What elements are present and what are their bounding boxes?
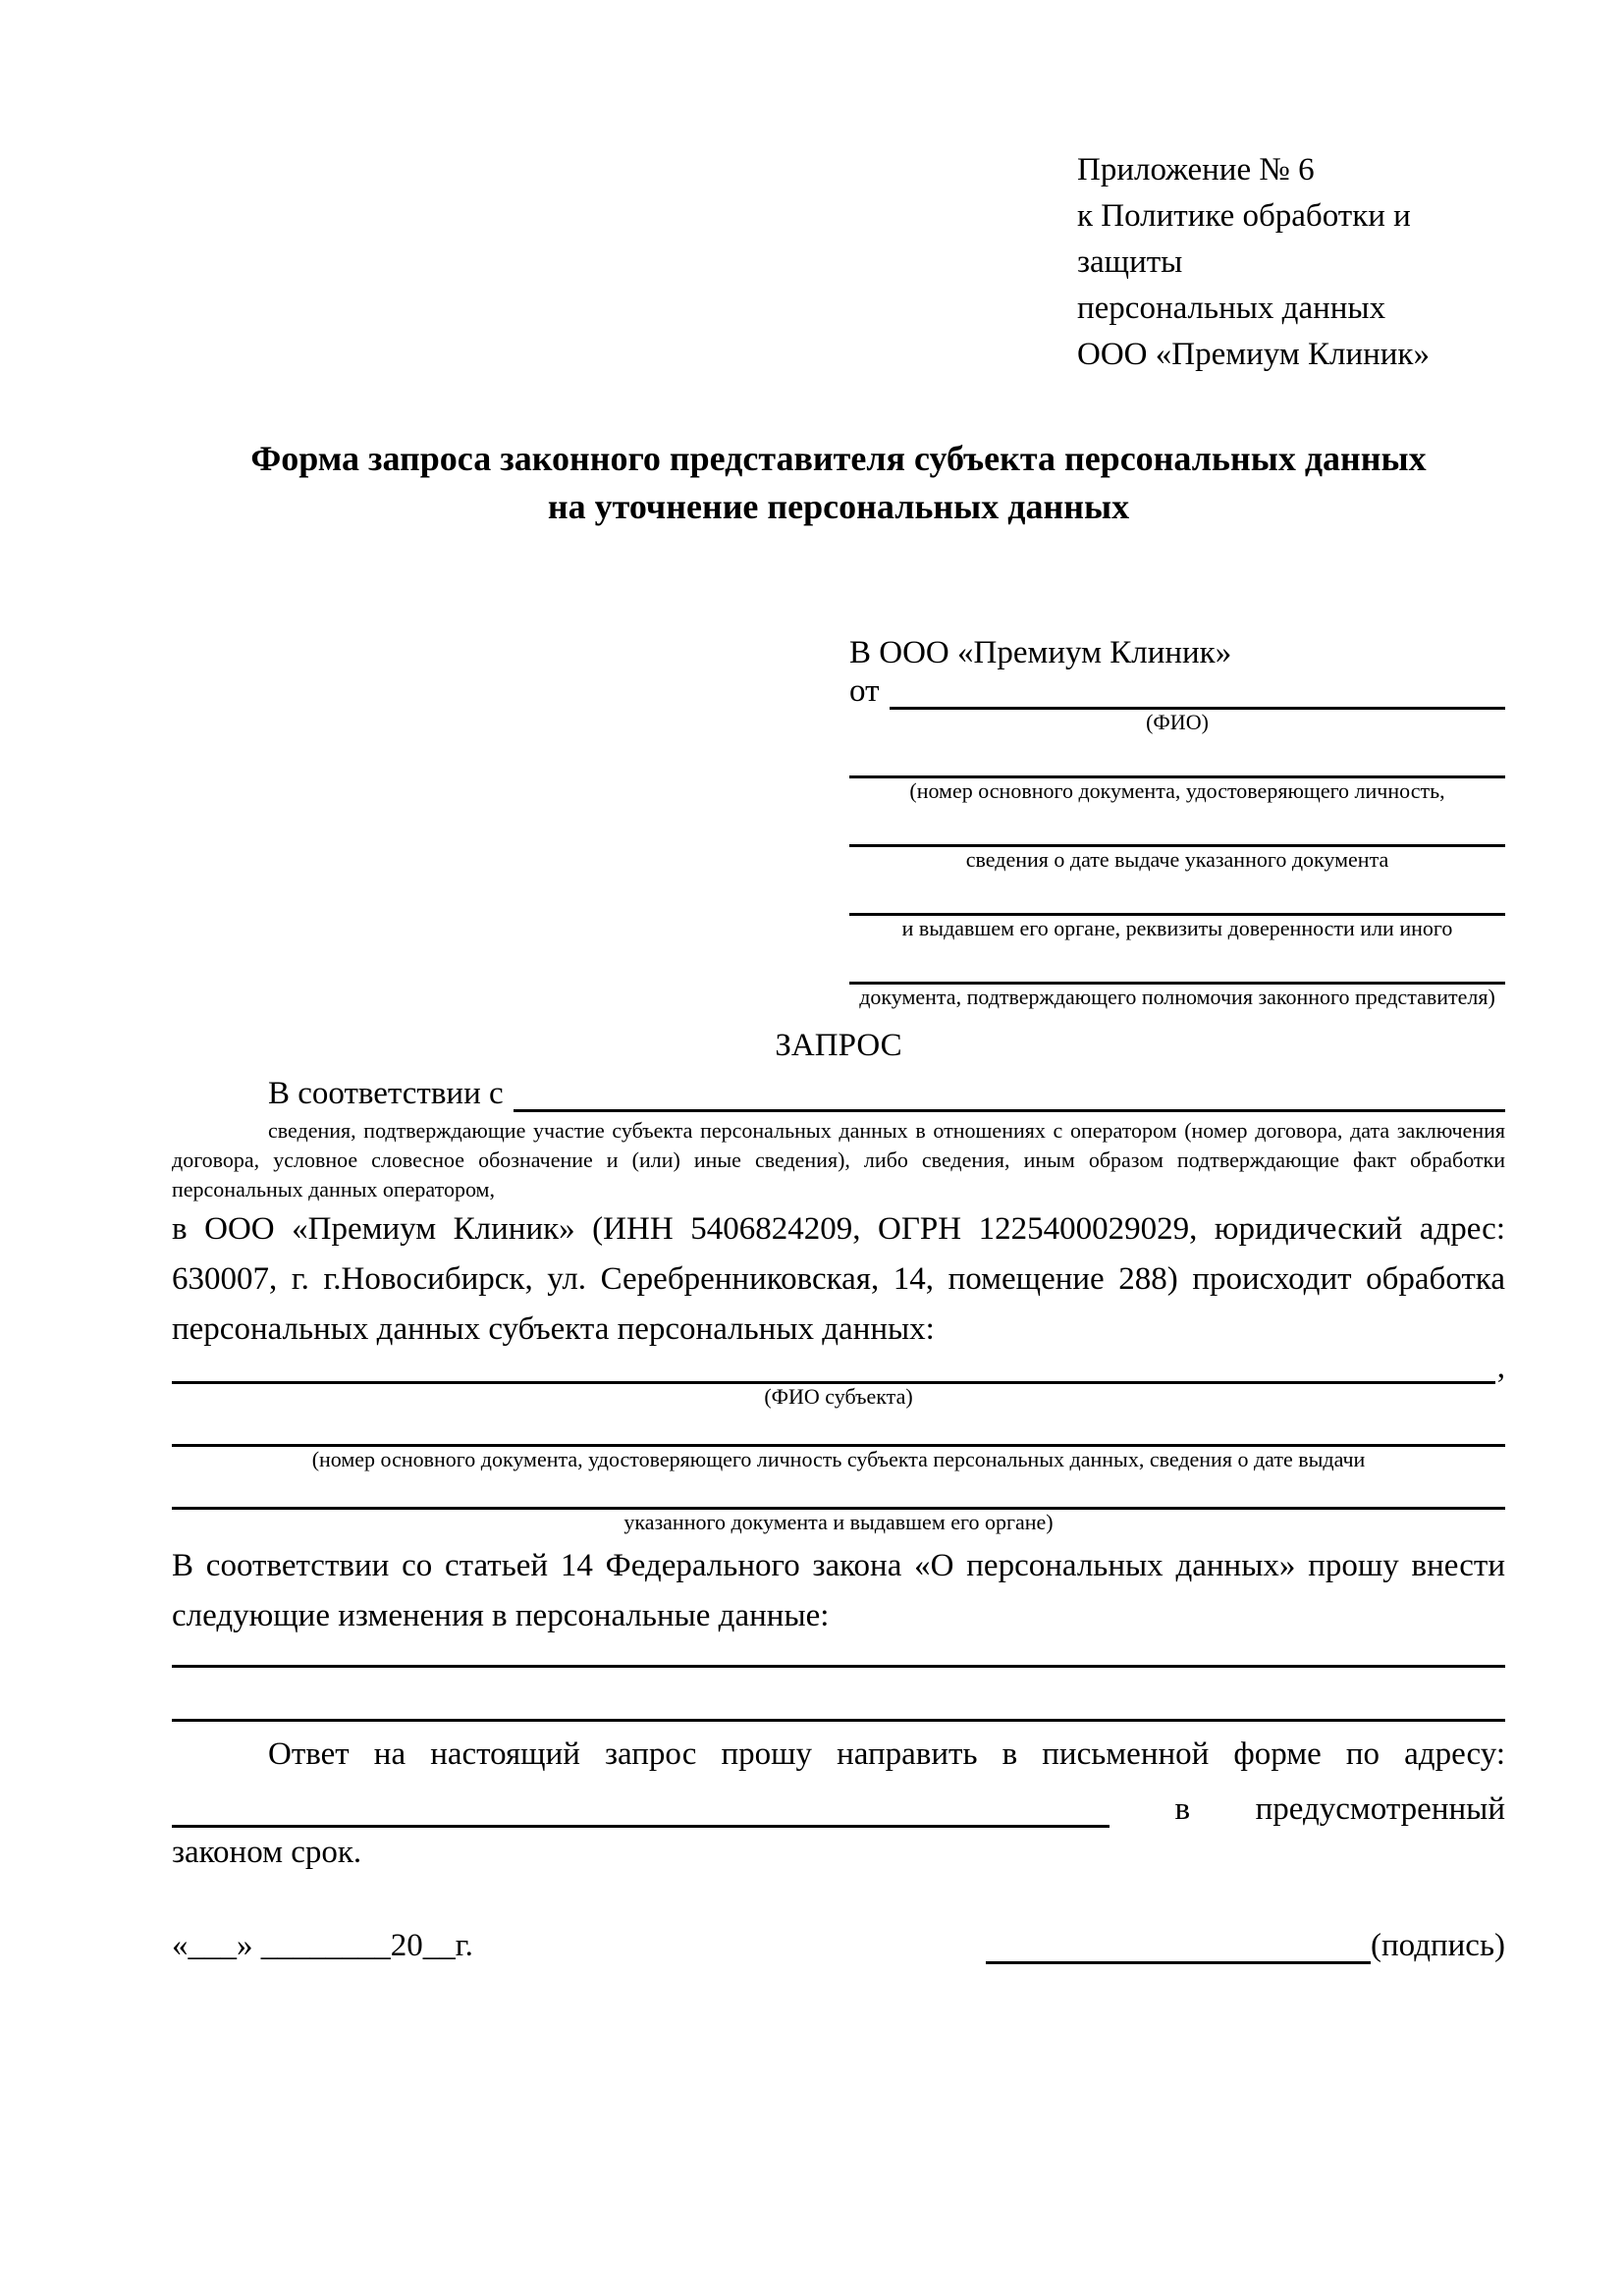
answer-paragraph-line-1: Ответ на настоящий запрос прошу направить в письменной форме по адресу: xyxy=(268,1736,1505,1772)
intro-label: В соответствии с xyxy=(268,1076,504,1111)
signature-group xyxy=(986,1928,1505,1964)
subject-fio-caption: (ФИО субъекта) xyxy=(764,1384,913,1409)
subject-doc-line-1[interactable] xyxy=(172,1410,1505,1447)
form-title-line-1: Форма запроса законного представителя субъекта персональных данных xyxy=(250,439,1427,478)
addressee-blank-caption-3: и выдавшем его органе, реквизиты доверенности или иного xyxy=(901,916,1453,940)
changes-blank-line-2[interactable] xyxy=(172,1668,1505,1722)
operator-paragraph: в ООО «Премиум Клиник» (ИНН 5406824209, ОГРН 1225400029029, юридический адрес: 630007, г. г.Новосибирск, ул. Серебренниковская, 14, помещение 288) происходит обработка персональных данных субъекта персональных данных: xyxy=(172,1211,1505,1347)
intro-caption: сведения, подтверждающие участие субъекта персональных данных в отношениях с оператором (номер договора, дата заключения договора, условное словесное обозначение и (или) иные сведения), либо сведения, иным образом подтверждающие факт обработки персональных данных оператором, xyxy=(172,1118,1505,1201)
fio-caption: (ФИО) xyxy=(1146,710,1209,734)
addressee-blank-line-4[interactable] xyxy=(849,941,1505,985)
subject-doc-line-2[interactable] xyxy=(172,1472,1505,1510)
form-title xyxy=(172,435,1505,531)
subject-doc-caption-1: (номер основного документа, удостоверяющего личность субъекта персональных данных, сведения о дате выдачи xyxy=(311,1447,1366,1471)
appendix-note xyxy=(1077,147,1505,378)
addressee-blank-caption-1: (номер основного документа, удостоверяющего личность, xyxy=(909,778,1445,803)
answer-paragraph-line-3: законом срок. xyxy=(172,1835,362,1870)
appendix-line: к Политике обработки и защиты xyxy=(1077,198,1411,280)
appendix-line: персональных данных xyxy=(1077,291,1386,326)
date-field[interactable]: «___» ________20__г. xyxy=(172,1928,473,1963)
intro-row xyxy=(172,1069,1505,1112)
addressee-from-row xyxy=(849,673,1505,710)
subject-doc-caption-2: указанного документа и выдавшем его органе) xyxy=(623,1510,1054,1534)
addressee-block xyxy=(849,629,1505,1010)
answer-paragraph-line-2 xyxy=(172,1779,1505,1828)
footer-row xyxy=(172,1928,1505,1964)
answer-word-v: в xyxy=(1174,1791,1191,1827)
addressee-to: В ООО «Премиум Клиник» xyxy=(849,635,1232,670)
addressee-blank-line-1[interactable] xyxy=(849,735,1505,778)
signature-line[interactable] xyxy=(986,1932,1371,1964)
subject-fio-comma: , xyxy=(1496,1350,1505,1385)
addressee-blank-caption-4: документа, подтверждающего полномочия законного представителя) xyxy=(859,985,1495,1009)
form-title-line-2: на уточнение персональных данных xyxy=(547,487,1130,526)
intro-fill-line[interactable] xyxy=(514,1109,1505,1112)
changes-blank-line-1[interactable] xyxy=(172,1641,1505,1668)
addressee-blank-caption-2: сведения о дате выдаче указанного документа xyxy=(965,847,1389,872)
appendix-line: ООО «Премиум Клиник» xyxy=(1077,337,1430,372)
appendix-line: Приложение № 6 xyxy=(1077,152,1315,187)
addressee-blank-line-2[interactable] xyxy=(849,804,1505,847)
from-label: от xyxy=(849,673,880,709)
answer-word-term: предусмотренный xyxy=(1255,1791,1505,1827)
request-heading: ЗАПРОС xyxy=(775,1028,902,1063)
article-paragraph: В соответствии со статьей 14 Федерального закона «О персональных данных» прошу внести следующие изменения в персональные данные: xyxy=(172,1548,1505,1633)
signature-caption: (подпись) xyxy=(1371,1928,1505,1963)
subject-fio-row xyxy=(172,1350,1505,1385)
addressee-blank-line-3[interactable] xyxy=(849,873,1505,916)
